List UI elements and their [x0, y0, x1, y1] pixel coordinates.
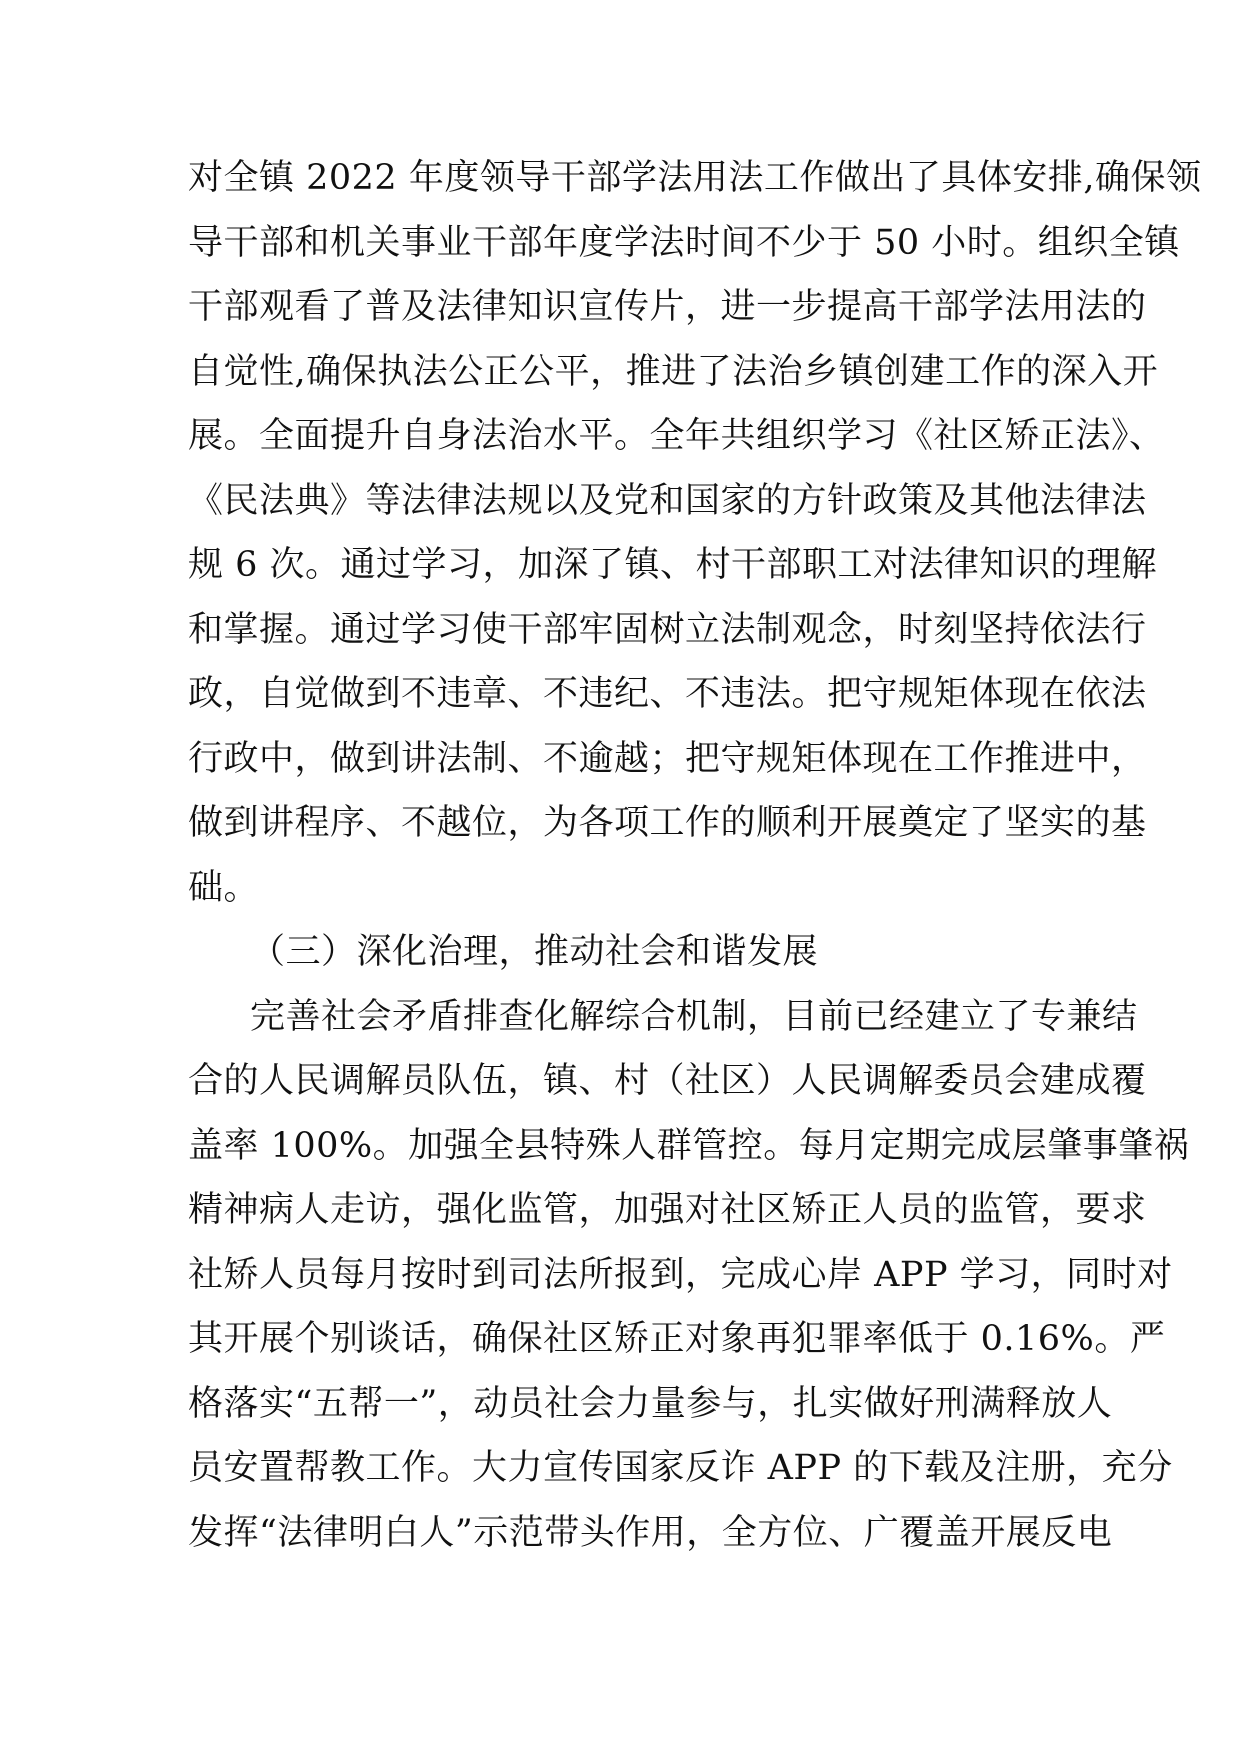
paragraph-2-line-4: 精神病人走访，强化监管，加强对社区矫正人员的监管，要求	[188, 1190, 1147, 1230]
paragraph-2-line-5: 社矫人员每月按时到司法所报到，完成心岸 APP 学习，同时对	[188, 1254, 1173, 1295]
paragraph-1-line-8: 和掌握。通过学习使干部牢固树立法制观念，时刻坚持依法行	[188, 609, 1147, 650]
paragraph-2-line-1: 完善社会矛盾排查化解综合机制，目前已经建立了专兼结	[250, 996, 1138, 1037]
paragraph-1-line-7: 规 6 次。通过学习，加深了镇、村干部职工对法律知识的理解	[188, 545, 1158, 585]
paragraph-1-line-5: 展。全面提升自身法治水平。全年共组织学习《社区矫正法》、	[188, 416, 1165, 456]
paragraph-1-line-12: 础。	[188, 867, 260, 908]
paragraph-2-line-6: 其开展个别谈话，确保社区矫正对象再犯罪率低于 0.16%。严	[188, 1319, 1166, 1359]
paragraph-1-line-11: 做到讲程序、不越位，为各项工作的顺利开展奠定了坚实的基	[188, 803, 1147, 843]
document-body	[188, 146, 1202, 1565]
paragraph-2-line-2: 合的人民调解员队伍，镇、村（社区）人民调解委员会建成覆	[188, 1061, 1147, 1101]
paragraph-1-line-6: 《民法典》等法律法规以及党和国家的方针政策及其他法律法	[188, 480, 1147, 521]
paragraph-1-line-10: 行政中，做到讲法制、不逾越；把守规矩体现在工作推进中，	[188, 738, 1147, 779]
paragraph-1-line-4: 自觉性,确保执法公正公平，推进了法治乡镇创建工作的深入开	[188, 351, 1159, 392]
paragraph-2-line-3: 盖率 100%。加强全县特殊人群管控。每月定期完成层肇事肇祸	[188, 1125, 1190, 1166]
paragraph-1-line-9: 政，自觉做到不违章、不违纪、不违法。把守规矩体现在依法	[188, 674, 1147, 714]
paragraph-2-line-9: 发挥“法律明白人”示范带头作用，全方位、广覆盖开展反电	[188, 1512, 1113, 1553]
paragraph-2-line-8: 员安置帮教工作。大力宣传国家反诈 APP 的下载及注册，充分	[188, 1448, 1173, 1488]
paragraph-2-line-7: 格落实“五帮一”，动员社会力量参与，扎实做好刑满释放人	[188, 1383, 1113, 1424]
paragraph-1-line-3: 干部观看了普及法律知识宣传片，进一步提高干部学法用法的	[188, 287, 1147, 327]
section-heading: （三）深化治理，推动社会和谐发展	[250, 932, 819, 972]
paragraph-1-line-2: 导干部和机关事业干部年度学法时间不少于 50 小时。组织全镇	[188, 222, 1180, 263]
paragraph-1-line-1: 对全镇 2022 年度领导干部学法用法工作做出了具体安排,确保领	[188, 158, 1202, 198]
